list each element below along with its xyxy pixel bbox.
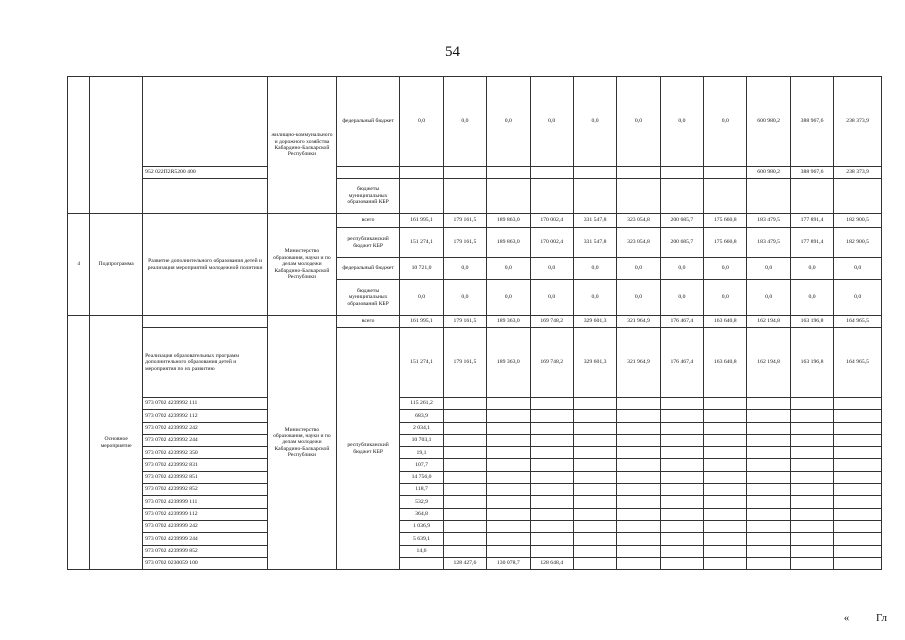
table-row xyxy=(68,471,882,483)
empty-cell xyxy=(660,484,703,496)
empty-cell xyxy=(660,545,703,557)
empty-cell xyxy=(704,508,747,520)
empty-cell xyxy=(790,520,833,532)
empty-cell xyxy=(660,496,703,508)
value-cell: 0,0 xyxy=(660,77,703,167)
empty-cell xyxy=(660,459,703,471)
value-cell: 0,0 xyxy=(660,258,703,280)
source-cell: всего xyxy=(336,214,400,228)
empty-cell xyxy=(487,398,530,410)
value-cell: 0,0 xyxy=(487,258,530,280)
empty-cell xyxy=(443,545,486,557)
empty-cell xyxy=(573,533,616,545)
table-row xyxy=(68,545,882,557)
empty-cell xyxy=(790,533,833,545)
empty-cell xyxy=(443,398,486,410)
value-cell: 200 685,7 xyxy=(660,214,703,228)
value-cell: 0,0 xyxy=(443,77,486,167)
empty-cell xyxy=(573,484,616,496)
empty-cell xyxy=(487,471,530,483)
empty-cell xyxy=(487,422,530,434)
empty-cell xyxy=(617,447,660,459)
empty-cell xyxy=(530,496,573,508)
budget-table xyxy=(67,76,882,570)
table-row xyxy=(68,484,882,496)
code-cell: 973 0702 4239999 112 xyxy=(143,508,268,520)
source-cell: республиканский бюджет КБР xyxy=(336,328,400,570)
value-cell: 0,0 xyxy=(704,280,747,316)
value-cell: 128 648,4 xyxy=(530,557,573,569)
empty-cell xyxy=(747,447,790,459)
empty-cell xyxy=(834,545,882,557)
value-cell: 179 161,5 xyxy=(443,328,486,398)
value-cell: 183 479,5 xyxy=(747,214,790,228)
value-cell: 170 002,4 xyxy=(530,214,573,228)
executor-cell: Министерство образования, науки и по делам молодежи Кабардино-Балкарской Республики xyxy=(268,214,337,316)
empty-cell xyxy=(704,557,747,569)
value-cell: 364,8 xyxy=(400,508,443,520)
empty-cell xyxy=(573,459,616,471)
value-cell: 0,0 xyxy=(704,258,747,280)
value-cell: 331 547,8 xyxy=(573,214,616,228)
value-cell: 182 900,5 xyxy=(834,214,882,228)
code-cell: 973 0702 4239992 851 xyxy=(143,471,268,483)
table-row xyxy=(68,520,882,532)
value-cell: 189 863,0 xyxy=(487,214,530,228)
empty-cell xyxy=(834,447,882,459)
empty-cell xyxy=(617,410,660,422)
empty-cell xyxy=(487,447,530,459)
value-cell: 170 002,4 xyxy=(530,228,573,258)
code-cell: 973 0702 4239992 112 xyxy=(143,410,268,422)
value-cell: 10 721,0 xyxy=(400,258,443,280)
empty-cell xyxy=(790,434,833,446)
empty-cell xyxy=(487,410,530,422)
empty-cell xyxy=(747,434,790,446)
table-row xyxy=(68,410,882,422)
empty-cell xyxy=(834,459,882,471)
value-cell: 532,9 xyxy=(400,496,443,508)
value-cell: 0,0 xyxy=(530,258,573,280)
empty-cell xyxy=(747,471,790,483)
empty-cell xyxy=(487,545,530,557)
value-cell: 0,0 xyxy=(790,258,833,280)
value-cell: 0,0 xyxy=(443,258,486,280)
empty-cell xyxy=(487,520,530,532)
value-cell: 14,6 xyxy=(400,545,443,557)
empty-cell xyxy=(747,484,790,496)
empty-cell xyxy=(573,508,616,520)
value-cell: 0,0 xyxy=(487,280,530,316)
empty-cell xyxy=(443,496,486,508)
empty-cell xyxy=(834,471,882,483)
value-cell: 162 194,8 xyxy=(747,316,790,328)
value-cell: 130 078,7 xyxy=(487,557,530,569)
value-cell: 238 373,9 xyxy=(834,77,882,167)
value-cell: 0,0 xyxy=(400,77,443,167)
value-cell: 19,1 xyxy=(400,447,443,459)
empty-cell xyxy=(747,557,790,569)
value-cell: 683,9 xyxy=(400,410,443,422)
value-cell: 182 900,5 xyxy=(834,228,882,258)
table-row xyxy=(68,328,882,398)
value-cell: 163 196,8 xyxy=(790,328,833,398)
value-cell: 0,0 xyxy=(400,280,443,316)
empty-cell xyxy=(443,410,486,422)
empty-cell xyxy=(530,484,573,496)
empty-cell xyxy=(790,459,833,471)
empty-cell xyxy=(443,484,486,496)
value-cell: 163 196,8 xyxy=(790,316,833,328)
value-cell: 10 703,1 xyxy=(400,434,443,446)
value-cell: 107,7 xyxy=(400,459,443,471)
empty-cell xyxy=(747,545,790,557)
value-cell: 177 891,4 xyxy=(790,228,833,258)
empty-cell xyxy=(530,434,573,446)
empty-cell xyxy=(790,545,833,557)
code-cell: 973 0702 4239992 111 xyxy=(143,398,268,410)
value-cell: 323 054,8 xyxy=(617,228,660,258)
empty-cell xyxy=(617,422,660,434)
table-row xyxy=(68,447,882,459)
empty-cell xyxy=(660,398,703,410)
value-cell: 161 995,1 xyxy=(400,214,443,228)
empty-cell xyxy=(443,459,486,471)
empty-cell xyxy=(790,484,833,496)
value-cell: 189 863,0 xyxy=(487,228,530,258)
value-cell: 0,0 xyxy=(834,258,882,280)
value-cell: 151 274,1 xyxy=(400,328,443,398)
value-cell: 128 427,6 xyxy=(443,557,486,569)
value-cell: 321 964,9 xyxy=(617,316,660,328)
code-cell: 952 022П2R5200 400 xyxy=(143,167,268,179)
value-cell: 162 194,8 xyxy=(747,328,790,398)
empty-cell xyxy=(747,398,790,410)
value-cell: 200 685,7 xyxy=(660,228,703,258)
table-row xyxy=(68,179,882,214)
empty-cell xyxy=(617,545,660,557)
empty-cell xyxy=(487,459,530,471)
empty-cell xyxy=(790,496,833,508)
empty-cell xyxy=(660,447,703,459)
empty-cell xyxy=(704,533,747,545)
empty-cell xyxy=(790,398,833,410)
empty-cell xyxy=(617,496,660,508)
code-cell: 973 0702 4239992 831 xyxy=(143,459,268,471)
empty-cell xyxy=(704,545,747,557)
value-cell: 0,0 xyxy=(790,280,833,316)
value-cell: 0,0 xyxy=(617,258,660,280)
empty-cell xyxy=(834,484,882,496)
empty-cell xyxy=(660,557,703,569)
table-row xyxy=(68,459,882,471)
value-cell: 1 036,9 xyxy=(400,520,443,532)
empty-cell xyxy=(660,520,703,532)
empty-cell xyxy=(530,520,573,532)
code-cell: 973 0702 4239999 111 xyxy=(143,496,268,508)
empty-cell xyxy=(834,422,882,434)
code-cell: 973 0702 4239999 244 xyxy=(143,533,268,545)
source-cell: всего xyxy=(336,316,400,328)
empty-cell xyxy=(834,533,882,545)
empty-cell xyxy=(443,520,486,532)
value-cell: 600 980,2 xyxy=(747,77,790,167)
value-cell: 238 373,9 xyxy=(834,167,882,179)
empty-cell xyxy=(704,447,747,459)
empty-cell xyxy=(660,508,703,520)
corner-mark xyxy=(820,612,887,624)
source-cell: республиканский бюджет КБР xyxy=(336,228,400,258)
value-cell: 176 467,4 xyxy=(660,328,703,398)
empty-cell xyxy=(573,447,616,459)
empty-cell xyxy=(443,422,486,434)
empty-cell xyxy=(834,520,882,532)
value-cell: 164 965,5 xyxy=(834,316,882,328)
empty-cell xyxy=(617,508,660,520)
empty-cell xyxy=(660,422,703,434)
empty-cell xyxy=(487,434,530,446)
source-cell: бюджеты муниципальных образований КБР xyxy=(336,280,400,316)
table-row xyxy=(68,316,882,328)
table-row xyxy=(68,557,882,569)
value-cell: 163 640,8 xyxy=(704,316,747,328)
empty-cell xyxy=(573,496,616,508)
empty-cell xyxy=(487,496,530,508)
empty-cell xyxy=(617,557,660,569)
name-cell: Развитие дополнительного образования детей и реализация мероприятий молодежной политики xyxy=(143,214,268,316)
value-cell: 0,0 xyxy=(530,280,573,316)
empty-cell xyxy=(617,520,660,532)
empty-cell xyxy=(747,508,790,520)
executor-cell: Министерство образования, науки и по делам молодежи Кабардино-Балкарской Республики xyxy=(268,316,337,570)
status-cell: Основное мероприятие xyxy=(90,316,143,570)
value-cell: 164 965,5 xyxy=(834,328,882,398)
source-cell: федеральный бюджет xyxy=(336,77,400,167)
table-row xyxy=(68,214,882,228)
empty-cell xyxy=(747,533,790,545)
value-cell: 14 756,0 xyxy=(400,471,443,483)
empty-cell xyxy=(790,447,833,459)
table-row xyxy=(68,533,882,545)
empty-cell xyxy=(573,410,616,422)
executor-cell: жилищно-коммунального и дорожного хозяйства Кабардино-Балкарской Республики xyxy=(268,77,337,214)
value-cell: 0,0 xyxy=(747,258,790,280)
value-cell: 5 639,1 xyxy=(400,533,443,545)
empty-cell xyxy=(834,496,882,508)
value-cell: 169 748,2 xyxy=(530,316,573,328)
value-cell: 189 363,0 xyxy=(487,316,530,328)
value-cell: 600 980,2 xyxy=(747,167,790,179)
table-row xyxy=(68,496,882,508)
value-cell: 169 748,2 xyxy=(530,328,573,398)
value-cell: 321 964,9 xyxy=(617,328,660,398)
code-cell: 973 0702 4239999 242 xyxy=(143,520,268,532)
empty-cell xyxy=(573,471,616,483)
empty-cell xyxy=(530,410,573,422)
empty-cell xyxy=(530,422,573,434)
empty-cell xyxy=(443,447,486,459)
value-cell: 175 660,8 xyxy=(704,228,747,258)
empty-cell xyxy=(443,533,486,545)
empty-cell xyxy=(704,422,747,434)
empty-cell xyxy=(834,557,882,569)
empty-cell xyxy=(487,533,530,545)
page-number: 54 xyxy=(445,44,460,60)
value-cell: 0,0 xyxy=(660,280,703,316)
value-cell: 323 054,8 xyxy=(617,214,660,228)
empty-cell xyxy=(704,434,747,446)
empty-cell xyxy=(530,533,573,545)
code-cell: 973 0702 4239999 852 xyxy=(143,545,268,557)
value-cell: 179 161,5 xyxy=(443,228,486,258)
table-row xyxy=(68,422,882,434)
row-number: 4 xyxy=(68,214,90,316)
value-cell: 329 601,3 xyxy=(573,328,616,398)
empty-cell xyxy=(704,398,747,410)
empty-cell xyxy=(617,434,660,446)
table-row xyxy=(68,398,882,410)
empty-cell xyxy=(443,434,486,446)
table-row xyxy=(68,434,882,446)
value-cell: 388 967,6 xyxy=(790,77,833,167)
empty-cell xyxy=(834,410,882,422)
value-cell: 0,0 xyxy=(487,77,530,167)
empty-cell xyxy=(660,410,703,422)
value-cell: 0,0 xyxy=(617,280,660,316)
value-cell: 115 261,2 xyxy=(400,398,443,410)
empty-cell xyxy=(747,496,790,508)
empty-cell xyxy=(530,447,573,459)
empty-cell xyxy=(834,434,882,446)
value-cell: 0,0 xyxy=(530,77,573,167)
source-cell: бюджеты муниципальных образований КБР xyxy=(336,179,400,214)
value-cell: 177 891,4 xyxy=(790,214,833,228)
value-cell: 183 479,5 xyxy=(747,228,790,258)
empty-cell xyxy=(573,520,616,532)
source-cell: федеральный бюджет xyxy=(336,258,400,280)
empty-cell xyxy=(443,471,486,483)
empty-cell xyxy=(530,508,573,520)
empty-cell xyxy=(530,459,573,471)
code-cell: 973 0702 4239992 852 xyxy=(143,484,268,496)
empty-cell xyxy=(834,508,882,520)
empty-cell xyxy=(704,471,747,483)
status-cell: Подпрограмма xyxy=(90,214,143,316)
empty-cell xyxy=(617,533,660,545)
value-cell: 0,0 xyxy=(573,280,616,316)
empty-cell xyxy=(573,398,616,410)
code-cell: 973 0702 4239992 350 xyxy=(143,447,268,459)
value-cell: 163 640,8 xyxy=(704,328,747,398)
corner-mark-right: Гл xyxy=(875,612,887,624)
empty-cell xyxy=(617,398,660,410)
empty-cell xyxy=(790,422,833,434)
empty-cell xyxy=(530,471,573,483)
empty-cell xyxy=(487,508,530,520)
empty-cell xyxy=(530,545,573,557)
value-cell: 151 274,1 xyxy=(400,228,443,258)
empty-cell xyxy=(573,557,616,569)
empty-cell xyxy=(573,434,616,446)
empty-cell xyxy=(617,459,660,471)
empty-cell xyxy=(704,520,747,532)
value-cell: 0,0 xyxy=(443,280,486,316)
value-cell: 388 967,6 xyxy=(790,167,833,179)
empty-cell xyxy=(487,484,530,496)
empty-cell xyxy=(573,422,616,434)
value-cell: 0,0 xyxy=(747,280,790,316)
empty-cell xyxy=(790,557,833,569)
value-cell: 176 467,4 xyxy=(660,316,703,328)
empty-cell xyxy=(747,459,790,471)
empty-cell xyxy=(747,520,790,532)
value-cell: 161 995,1 xyxy=(400,316,443,328)
empty-cell xyxy=(660,434,703,446)
table-row xyxy=(68,77,882,167)
empty-cell xyxy=(790,410,833,422)
empty-cell xyxy=(660,471,703,483)
value-cell: 189 363,0 xyxy=(487,328,530,398)
value-cell: 0,0 xyxy=(834,280,882,316)
empty-cell xyxy=(573,545,616,557)
empty-cell xyxy=(790,508,833,520)
empty-cell xyxy=(443,508,486,520)
table-body xyxy=(68,77,882,570)
value-cell: 2 034,1 xyxy=(400,422,443,434)
empty-cell xyxy=(530,398,573,410)
empty-cell xyxy=(704,484,747,496)
value-cell: 179 161,5 xyxy=(443,316,486,328)
empty-cell xyxy=(790,471,833,483)
empty-cell xyxy=(747,422,790,434)
empty-cell xyxy=(747,410,790,422)
empty-cell xyxy=(834,398,882,410)
value-cell: 118,7 xyxy=(400,484,443,496)
value-cell: 329 601,3 xyxy=(573,316,616,328)
value-cell: 175 660,8 xyxy=(704,214,747,228)
empty-cell xyxy=(704,410,747,422)
code-cell: 973 0702 0230059 100 xyxy=(143,557,268,569)
code-cell: 973 0702 4239992 242 xyxy=(143,422,268,434)
empty-cell xyxy=(617,484,660,496)
corner-mark-left: « xyxy=(843,612,850,624)
empty-cell xyxy=(400,557,443,569)
value-cell: 0,0 xyxy=(573,77,616,167)
value-cell: 331 547,8 xyxy=(573,228,616,258)
value-cell: 0,0 xyxy=(704,77,747,167)
value-cell: 179 161,5 xyxy=(443,214,486,228)
name-cell: Реализация образовательных программ дополнительного образования детей и мероприятия по их развитию xyxy=(143,328,268,398)
empty-cell xyxy=(660,533,703,545)
table-row xyxy=(68,508,882,520)
value-cell: 0,0 xyxy=(573,258,616,280)
empty-cell xyxy=(704,496,747,508)
empty-cell xyxy=(704,459,747,471)
empty-cell xyxy=(617,471,660,483)
code-cell: 973 0702 4239992 244 xyxy=(143,434,268,446)
value-cell: 0,0 xyxy=(617,77,660,167)
table-row xyxy=(68,167,882,179)
